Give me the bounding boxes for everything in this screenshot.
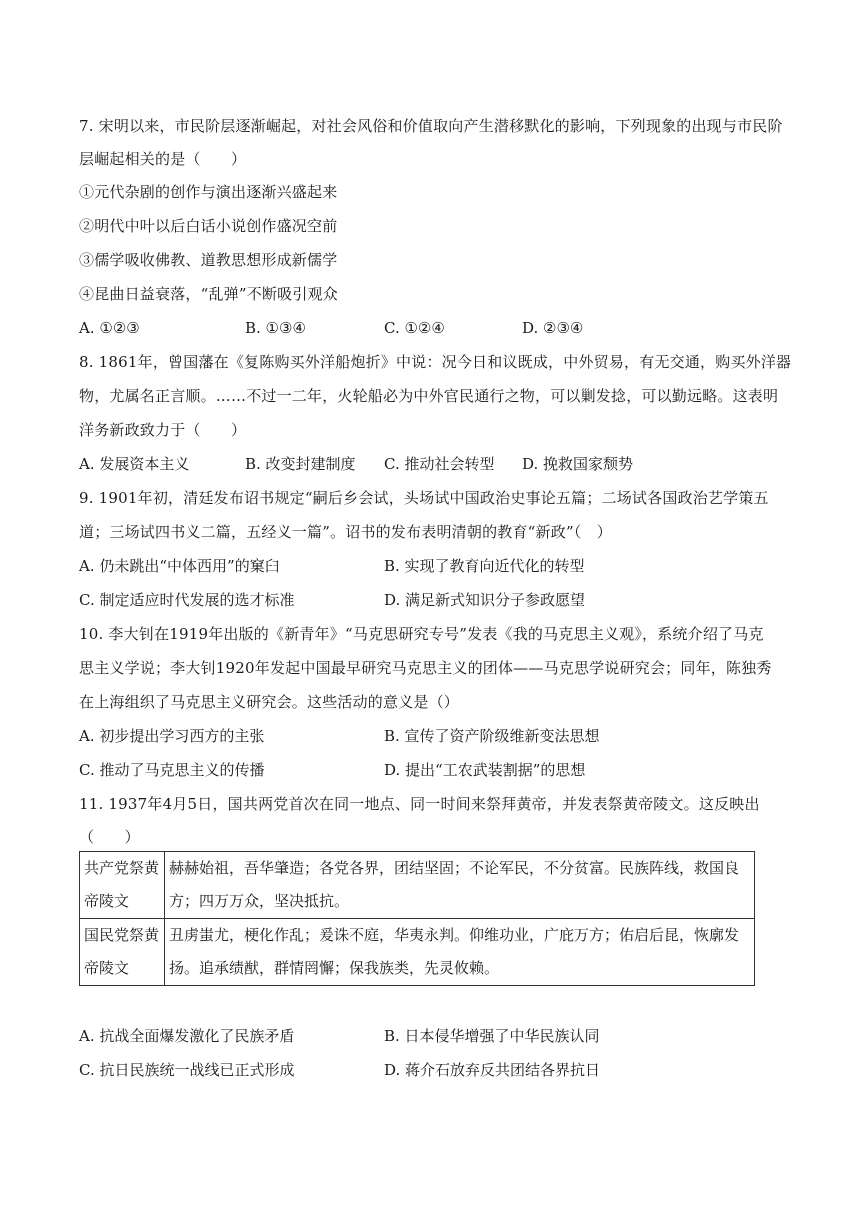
q10-stem-line3: 在上海组织了马克思主义研究会。这些活动的意义是（） xyxy=(79,693,460,711)
row-header-line1: 国民党祭黄 xyxy=(84,926,160,944)
q7-option-c: C. ①②④ xyxy=(384,319,445,337)
q7-item-4: ④昆曲日益衰落，“乱弹”不断吸引观众 xyxy=(79,285,338,303)
table-row-header xyxy=(80,852,165,919)
q9-option-a: A. 仍未跳出“中体西用”的窠臼 xyxy=(79,557,280,575)
q11-stem-line1: 11. 1937年4月5日，国共两党首次在同一地点、同一时间来祭拜黄帝，并发表祭黄帝陵文。这反映出 xyxy=(79,795,760,813)
q8-stem-line2: 物，尤属名正言顺。……不过一二年，火轮船必为中外官民通行之物，可以剿发捻，可以勤远略。这表明 xyxy=(79,387,779,405)
q7-option-a: A. ①②③ xyxy=(79,319,140,337)
row-header-line2: 帝陵文 xyxy=(84,959,130,977)
q11-option-d: D. 蒋介石放弃反共团结各界抗日 xyxy=(384,1061,601,1079)
row-text-line2: 扬。追承绩猷，群情罔懈；保我族类，先灵攸赖。 xyxy=(169,959,500,977)
q10-option-a: A. 初步提出学习西方的主张 xyxy=(79,727,265,745)
q11-option-c: C. 抗日民族统一战线已正式形成 xyxy=(79,1061,295,1079)
row-text-line2: 方；四万万众，坚决抵抗。 xyxy=(169,892,350,910)
q11-source-table xyxy=(79,851,755,986)
table-row-text xyxy=(165,919,755,986)
q10-stem-line2: 思主义学说；李大钊1920年发起中国最早研究马克思主义的团体——马克思学说研究会；同年，陈独秀 xyxy=(79,659,772,677)
q9-stem-line2: 道；三场试四书义二篇，五经义一篇”。诏书的发布表明清朝的教育“新政”（ ） xyxy=(79,523,612,541)
q8-option-b: B. 改变封建制度 xyxy=(245,455,356,473)
row-header-line1: 共产党祭黄 xyxy=(84,859,160,877)
q9-option-d: D. 满足新式知识分子参政愿望 xyxy=(384,591,586,609)
q11-option-a: A. 抗战全面爆发激化了民族矛盾 xyxy=(79,1027,295,1045)
q7-stem-line1: 7. 宋明以来，市民阶层逐渐崛起，对社会风俗和价值取向产生潜移默化的影响，下列现象的出现与市民阶 xyxy=(79,117,783,135)
q7-stem-line2: 层崛起相关的是（ ） xyxy=(79,150,247,168)
q7-option-b: B. ①③④ xyxy=(245,319,306,337)
q7-item-1: ①元代杂剧的创作与演出逐渐兴盛起来 xyxy=(79,183,338,201)
q9-option-b: B. 实现了教育向近代化的转型 xyxy=(384,557,585,575)
q8-option-c: C. 推动社会转型 xyxy=(384,455,495,473)
q8-stem-line3: 洋务新政致力于（ ） xyxy=(79,421,247,439)
q7-option-d: D. ②③④ xyxy=(522,319,584,337)
row-header-line2: 帝陵文 xyxy=(84,892,130,910)
q9-option-c: C. 制定适应时代发展的选才标准 xyxy=(79,591,295,609)
q7-item-3: ③儒学吸收佛教、道教思想形成新儒学 xyxy=(79,251,338,269)
q11-option-b: B. 日本侵华增强了中华民族认同 xyxy=(384,1027,600,1045)
table-row xyxy=(80,852,755,919)
q10-option-d: D. 提出“工农武装割据”的思想 xyxy=(384,761,586,779)
q8-option-d: D. 挽救国家颓势 xyxy=(522,455,634,473)
row-text-line1: 丑虏蚩尤，梗化作乱；爰诛不庭，华夷永判。仰维功业，广庇万方；佑启后昆，恢廓发 xyxy=(169,926,740,944)
q10-stem-line1: 10. 李大钊在1919年出版的《新青年》“马克思研究专号”发表《我的马克思主义观》，系统介绍了马克 xyxy=(79,625,764,643)
q7-item-2: ②明代中叶以后白话小说创作盛况空前 xyxy=(79,217,338,235)
q10-option-c: C. 推动了马克思主义的传播 xyxy=(79,761,265,779)
q10-option-b: B. 宣传了资产阶级维新变法思想 xyxy=(384,727,600,745)
q8-stem-line1: 8. 1861年，曾国藩在《复陈购买外洋船炮折》中说：况今日和议既成，中外贸易，有无交通，购买外洋器 xyxy=(79,353,792,371)
q9-stem-line1: 9. 1901年初，清廷发布诏书规定“嗣后乡会试，头场试中国政治史事论五篇；二场试各国政治艺学策五 xyxy=(79,489,769,507)
q8-option-a: A. 发展资本主义 xyxy=(79,455,190,473)
table-row xyxy=(80,919,755,986)
row-text-line1: 赫赫始祖，吾华肇造；各党各界，团结坚固；不论军民，不分贫富。民族阵线，救国良 xyxy=(169,859,740,877)
table-row-text xyxy=(165,852,755,919)
table-row-header xyxy=(80,919,165,986)
q11-stem-line2: （ ） xyxy=(79,828,140,846)
